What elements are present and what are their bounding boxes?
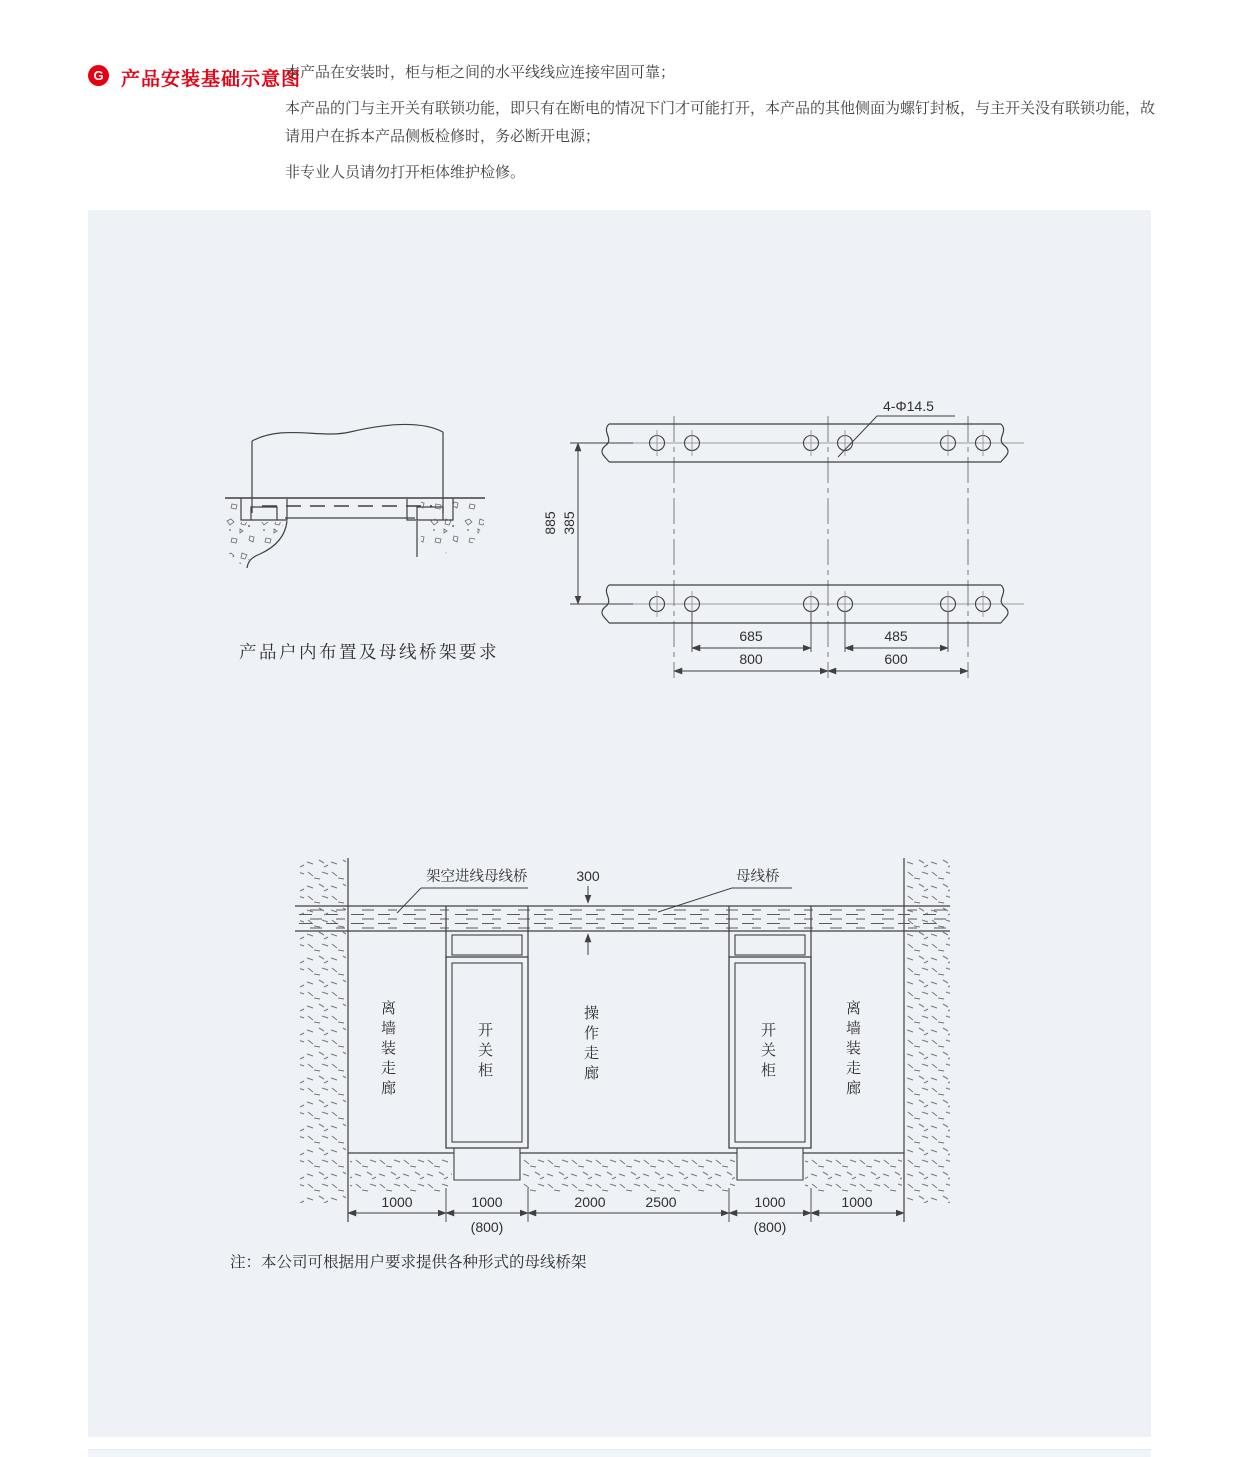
- side-view-caption: 产品户内布置及母线桥架要求: [239, 642, 499, 662]
- vertical-dimension: [570, 443, 633, 604]
- dim-385-label: 385: [561, 511, 577, 535]
- dim-1000a-label: 1000: [381, 1194, 413, 1210]
- indoor-side-view-diagram: [225, 424, 485, 568]
- hole-center-ticks: [657, 430, 983, 617]
- dim-300-label: 300: [576, 868, 600, 884]
- busbar-plan-view-diagram: [570, 416, 1024, 678]
- section-bullet-glyph: G: [93, 68, 104, 83]
- cabinet-right-label: 开关柜: [759, 1022, 776, 1082]
- dim-2000-label: 2000: [574, 1194, 606, 1210]
- foundation-pit-left: [454, 1148, 520, 1180]
- section-bullet-icon: [88, 65, 109, 86]
- intro-paragraph-2: 本产品的门与主开关有联锁功能，即只有在断电的情况下门才可能打开，本产品的其他侧面为螺钉封板，与主开关没有联锁功能，故请用户在拆本产品侧板检修时，务必断开电源；: [285, 100, 1156, 145]
- intro-paragraph-1: 本产品在安装时，柜与柜之间的水平线线应连接牢固可靠；: [285, 64, 676, 81]
- busbar-band-texture: [297, 908, 948, 929]
- dim-600-label: 600: [884, 651, 908, 667]
- section-note: 注：本公司可根据用户要求提供各种形式的母线桥架: [230, 1254, 587, 1271]
- corridor-center-label: 操作走廊: [582, 1005, 599, 1085]
- hole-centerline-horizontal: [596, 443, 1024, 604]
- diagram-panel: [88, 210, 1151, 1437]
- right-concrete-hatch: [421, 501, 484, 555]
- cabinet-left-label: 开关柜: [476, 1022, 493, 1082]
- dim-1000d-label: 1000: [841, 1194, 873, 1210]
- left-channel-steel: [241, 498, 287, 520]
- installation-diagrams-svg: [88, 210, 1151, 1437]
- ground-hatch-left: [350, 1156, 452, 1194]
- cabinet-top-wavy-line: [252, 424, 443, 441]
- dim-1000c-label: 1000: [754, 1194, 786, 1210]
- dim-800b-alt-label: (800): [470, 1219, 504, 1235]
- ground-hatch-center: [522, 1156, 735, 1194]
- dim-685-label: 685: [739, 628, 763, 644]
- hole-callout-label: 4-Φ14.5: [883, 398, 934, 414]
- centerline-vertical: [674, 416, 968, 678]
- duct-connector-left: [452, 935, 522, 955]
- corridor-wall-left-label: 离墙装走廊: [379, 1000, 396, 1100]
- dim-885-label: 885: [542, 511, 558, 535]
- horizontal-dimensions: [674, 648, 968, 671]
- intro-paragraph-3: 非专业人员请勿打开柜体维护检修。: [285, 164, 526, 181]
- duct-connector-right: [735, 935, 805, 955]
- dim-1000b-label: 1000: [471, 1194, 503, 1210]
- hole-callout-leader: [838, 416, 955, 457]
- overhead-bridge-label: 架空进线母线桥: [426, 869, 528, 885]
- corridor-wall-right-label: 离墙装走廊: [844, 1000, 861, 1100]
- page-title: 产品安装基础示意图: [121, 69, 302, 90]
- ground-hatch-right: [805, 1156, 902, 1194]
- dim-800c-alt-label: (800): [753, 1219, 787, 1235]
- dim-extension-lines: [692, 612, 948, 652]
- intro-text: [285, 59, 1165, 195]
- bridge-label: 母线桥: [736, 869, 780, 885]
- dim-485-label: 485: [884, 628, 908, 644]
- foundation-pit-right: [737, 1148, 803, 1180]
- left-concrete-hatch: [226, 501, 284, 564]
- dim-800-label: 800: [739, 651, 763, 667]
- dim-2500-label: 2500: [645, 1194, 677, 1210]
